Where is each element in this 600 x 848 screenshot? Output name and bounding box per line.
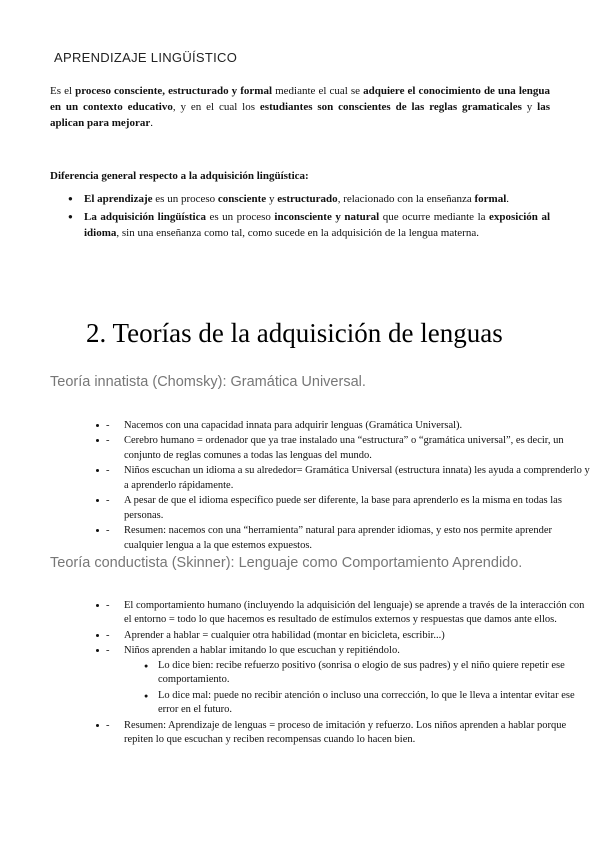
difference-list — [70, 191, 550, 243]
theory-2-list — [68, 599, 590, 749]
diff-1-bold-4: formal — [474, 193, 507, 205]
diff-2-text-2: que ocurre mediante la — [379, 211, 490, 223]
list-item — [108, 644, 590, 718]
diff-2-bold-3: exposición al idioma — [84, 211, 550, 239]
diff-1-text-1: es un proceso — [152, 193, 218, 205]
list-item — [70, 209, 550, 241]
list-item — [70, 191, 550, 207]
list-item: - • Resumen: nacemos con una “herramienta” natural para aprender idiomas, y esto nos permite aprender cualquier lengua a la que estemos expuestos. — [108, 524, 590, 553]
theory-1-list — [68, 419, 590, 555]
diff-1-bold-1: El aprendizaje — [84, 193, 153, 205]
difference-title: Diferencia general respecto a la adquisición lingüística: — [50, 170, 309, 182]
theory-1-title: Teoría innatista (Chomsky): Gramática Universal. — [50, 374, 366, 390]
diff-2-bold-1: La adquisición lingüística — [84, 211, 206, 223]
list-item: - • Cerebro humano = ordenador que ya trae instalado una “estructura” o “gramática universal”, es decir, un conjunto de reglas comunes a todas las lenguas del mundo. — [108, 434, 590, 463]
def-text-1: Es el — [50, 85, 76, 97]
list-item: - • Resumen: Aprendizaje de lenguas = proceso de imitación y refuerzo. Los niños aprenden a hablar porque repiten lo que escuchan y reciben recompensas cuando lo hacen bien. — [108, 719, 590, 748]
list-item-text: Niños aprenden a hablar imitando lo que escuchan y repitiéndolo. — [124, 645, 400, 656]
def-bold-1: proceso consciente, estructurado y formal — [75, 85, 272, 97]
diff-1-bold-2: consciente — [217, 193, 267, 205]
list-item: - • Niños escuchan un idioma a su alrededor= Gramática Universal (estructura innata) les ayuda a comprenderlo y a aprenderlo rápidamente. — [108, 464, 590, 493]
sub-list-item: ● Lo dice mal: puede no recibir atención o incluso una corrección, lo que le lleva a intentar evitar ese error en el futuro. — [124, 689, 590, 718]
def-bold-2: adquiere el conocimiento de una lengua en un contexto educativo — [50, 85, 550, 113]
diff-1-text-3: , relacionado con la enseñanza — [337, 193, 475, 205]
diff-1-text-2: y — [266, 193, 278, 205]
list-item: - • Nacemos con una capacidad innata para adquirir lenguas (Gramática Universal). — [108, 419, 590, 434]
diff-2-text-3: , sin una enseñanza como tal, como sucede en la adquisición de la lengua materna. — [116, 227, 479, 239]
section-label: APRENDIZAJE LINGÜÍSTICO — [54, 50, 238, 65]
def-text-4: y — [521, 101, 538, 113]
theory-2-title: Teoría conductista (Skinner): Lenguaje como Comportamiento Aprendido. — [50, 555, 523, 571]
def-bold-3: estudiantes son conscientes de las reglas gramaticales — [259, 101, 522, 113]
def-bold-4: las aplican para mejorar — [50, 101, 550, 129]
diff-2-bold-2: inconsciente y natural — [274, 211, 380, 223]
definition-paragraph — [50, 83, 550, 131]
def-text-2: mediante el cual se — [272, 85, 364, 97]
def-text-3: , y en el cual los — [172, 101, 260, 113]
list-item: - • El comportamiento humano (incluyendo la adquisición del lenguaje) se aprende a través de la interacción con el entorno = todo lo que hacemos es resultado de estímulos externos y respuestas que damos ante ellos. — [108, 599, 590, 628]
diff-1-text-4: . — [506, 193, 510, 205]
diff-1-bold-3: estructurado — [277, 193, 338, 205]
def-text-5: . — [150, 117, 153, 129]
chapter-heading: 2. Teorías de la adquisición de lenguas — [86, 318, 503, 348]
list-item: - • Aprender a hablar = cualquier otra habilidad (montar en bicicleta, escribir...) — [108, 629, 590, 644]
list-item: - • A pesar de que el idioma específico puede ser diferente, la base para aprenderlo es la misma en todas las personas. — [108, 494, 590, 523]
theory-2-sub-list — [124, 659, 590, 718]
sub-list-item: ● Lo dice bien: recibe refuerzo positivo (sonrisa o elogio de sus padres) y el niño quiere repetir ese comportamiento. — [124, 659, 590, 688]
diff-2-text-1: es un proceso — [205, 211, 275, 223]
